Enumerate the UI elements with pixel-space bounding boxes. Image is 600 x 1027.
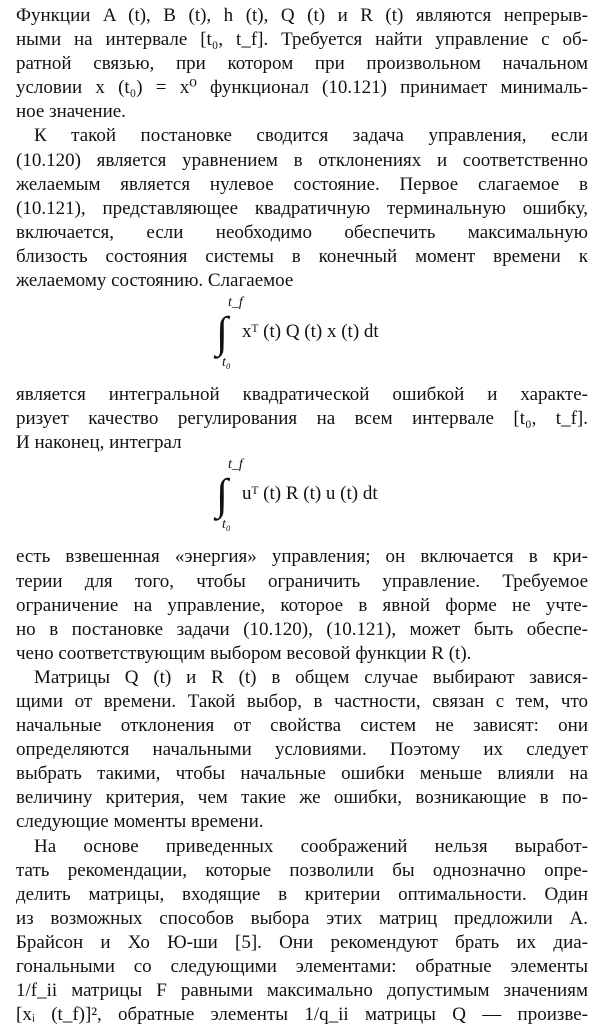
paragraph-3 [16,383,588,455]
text-line: ратной связью, при котором при произвольном начальном [16,53,588,75]
text-line: следующие моменты времени. [16,811,264,833]
text-line: Функции A (t), B (t), h (t), Q (t) и R (t) являются непрерыв- [16,5,588,26]
text-line: является интегральной квадратической ошибкой и характе- [16,384,588,406]
paragraph-1 [16,4,588,124]
text-line: включается, если необходимо обеспечить максимальную [16,221,588,243]
text-line: ограничение на управление, которое в явной форме не учте- [16,594,588,616]
document-page [16,4,588,1027]
text-line: Матрицы Q (t) и R (t) в общем случае выбирают завися- [34,666,588,688]
text-line: 1/f_ii матрицы F равными максимально допустимым значениям [16,980,588,1002]
text-line: близость состояния системы в конечный момент времени к [16,245,588,267]
integral-formula-state-error [16,293,588,383]
text-line: ными на интервале [t₀, t_f]. Требуется найти управление с об- [16,29,588,51]
text-line: определяются начальными условиями. Поэтому их следует [16,739,588,761]
text-line: тать рекомендации, которые позволили бы однозначно опре- [16,859,588,881]
paragraph-6 [16,835,588,1027]
text-line: величину критерия, чем такие же ошибки, возникающие в по- [16,787,588,809]
text-line: терии для того, чтобы ограничить управление. Требуемое [16,570,588,592]
integral-sign: ∫ [216,308,229,358]
integral-lower-limit: t₀ [222,517,231,533]
text-line: желаемым является нулевое состояние. Первое слагаемое в [16,173,588,195]
integral-lower-limit: t₀ [222,355,231,371]
text-line: чено соответствующим выбором весовой функции R (t). [16,642,472,664]
paragraph-4 [16,545,588,665]
text-line: делить матрицы, входящие в критерии оптимальности. Один [16,883,588,905]
integral-upper-limit: t_f [228,295,243,311]
text-line: из возможных способов выбора этих матриц предложили А. [16,907,588,929]
text-line: но в постановке задачи (10.120), (10.121), может быть обеспе- [16,618,588,640]
text-line: И наконец, интеграл [16,432,182,454]
integral-formula-control-energy [16,455,588,545]
text-line: ризует качество регулирования на всем интервале [t₀, t_f]. [16,408,588,430]
text-line: К такой постановке сводится задача управления, если [34,125,588,147]
text-line: гональными со следующими элементами: обратные элементы [16,956,588,977]
text-line: [xᵢ (t_f)]², обратные элементы 1/q_ii матрицы Q — произве- [16,1004,588,1026]
text-line: есть взвешенная «энергия» управления; он включается в кри- [16,546,588,568]
integral-sign: ∫ [216,470,229,520]
integral-expression: xᵀ (t) Q (t) x (t) dt [242,321,379,343]
text-line: начальные отклонения от свойства систем не зависят: они [16,715,588,737]
paragraph-2 [16,124,588,293]
paragraph-5 [16,666,588,835]
text-line: (10.120) является уравнением в отклонениях и соответственно [16,149,588,171]
integral-upper-limit: t_f [228,457,243,473]
text-line: Брайсон и Хо Ю-ши [5]. Они рекомендуют брать их диа- [16,931,588,953]
text-line: выбрать такими, чтобы начальные ошибки меньше влияли на [16,763,588,785]
text-line: щими от времени. Такой выбор, в частности, связан с тем, что [16,690,588,712]
text-line: желаемому состоянию. Слагаемое [16,270,294,292]
text-line: На основе приведенных соображений нельзя выработ- [34,835,588,857]
text-line: (10.121), представляющее квадратичную терминальную ошибку, [16,197,588,219]
text-line: ное значение. [16,101,126,123]
text-line: условии x (t₀) = x⁰ функционал (10.121) принимает минималь- [16,77,588,99]
integral-expression: uᵀ (t) R (t) u (t) dt [242,483,378,505]
